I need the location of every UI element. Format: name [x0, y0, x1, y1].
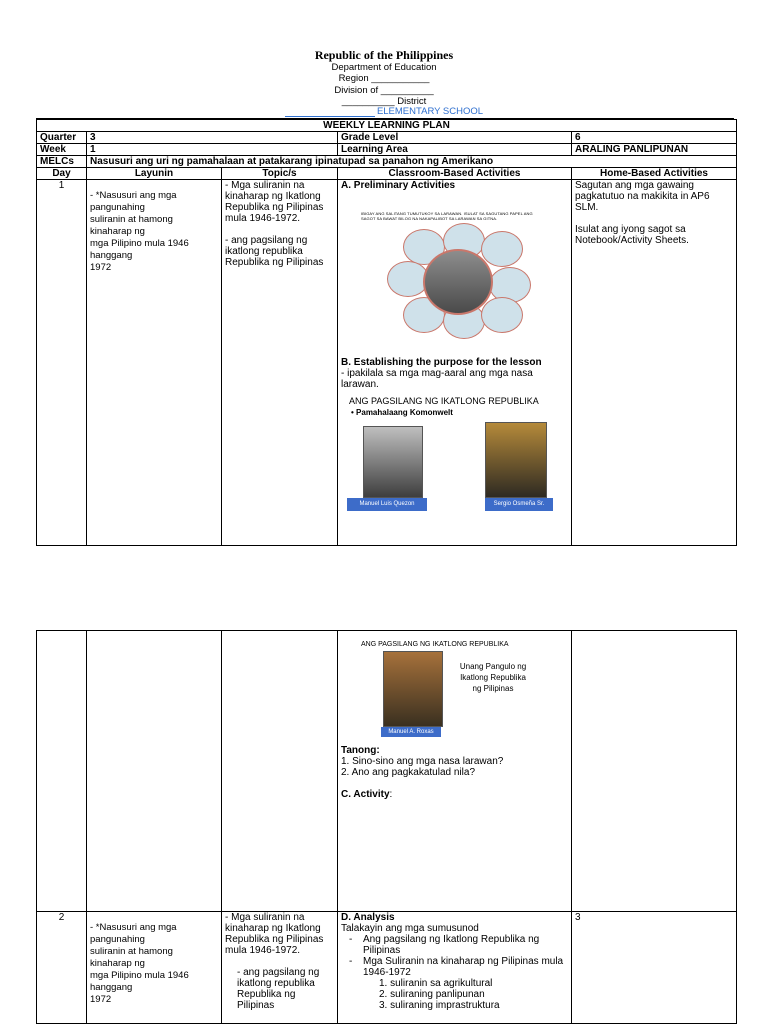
cont-topics: [222, 631, 338, 912]
question-1: 1. Sino-sino ang mga nasa larawan?: [341, 756, 504, 767]
area-value: ARALING PANLIPUNAN: [572, 144, 737, 156]
analysis-subitem: 3. suliraning imprastruktura: [379, 1000, 500, 1011]
weekly-plan-table-continued: [36, 630, 737, 1024]
layunin-line: mga Pilipino mula 1946: [90, 970, 189, 981]
analysis-sublist: [341, 978, 568, 1011]
roxas-portrait: [383, 651, 443, 727]
purpose-title: B. Establishing the purpose for the lesson: [341, 357, 542, 368]
activity-title: C. Activity: [341, 789, 390, 800]
layunin-line: kinaharap ng: [90, 226, 145, 237]
week-value: 1: [87, 144, 338, 156]
roxas-nameplate: Manuel A. Roxas: [381, 727, 441, 737]
slide3-title: ANG PAGSILANG NG IKATLONG REPUBLIKA: [361, 641, 509, 648]
analysis-subitem: 2. suliraning panlipunan: [379, 989, 485, 1000]
col-classroom: Classroom-Based Activities: [338, 168, 572, 180]
cont-layunin: [87, 631, 222, 912]
slide-ikatlong-republika: [341, 396, 568, 514]
col-topics: Topic/s: [222, 168, 338, 180]
quezon-portrait: [363, 426, 423, 498]
plan-title: WEEKLY LEARNING PLAN: [37, 120, 737, 132]
melcs-value: Nasusuri ang uri ng pamahalaan at patakarang ipinatupad sa panahon ng Amerikano: [87, 156, 737, 168]
slide-preliminary: [341, 191, 568, 341]
melcs-label: MELCs: [37, 156, 87, 168]
cont-day: [37, 631, 87, 912]
cont-home: [572, 631, 737, 912]
layunin-line: suliranin at hamong: [90, 946, 173, 957]
slide-roxas: [341, 639, 568, 745]
day1-topics: [222, 180, 338, 546]
day1-classroom: [338, 180, 572, 546]
layunin-line: hanggang: [90, 982, 133, 993]
roxas-caption: Unang Pangulo ng Ikatlong Republika ng Pilipinas: [459, 662, 527, 693]
school-name: ELEMENTARY SCHOOL: [376, 106, 484, 117]
day2-layunin: [87, 912, 222, 1024]
bullet-text: Pamahalaang Komonwelt: [356, 408, 453, 417]
topic-1: - Mga suliranin na kinaharap ng Ikatlong Republika ng Pilipinas mula 1946-1972.: [225, 912, 324, 956]
day2-topics: [222, 912, 338, 1024]
grade-value: 6: [572, 132, 737, 144]
layunin-line: suliranin at hamong: [90, 214, 173, 225]
region-line: Region ___________: [338, 73, 430, 84]
day1-home: [572, 180, 737, 546]
grade-label: Grade Level: [338, 132, 572, 144]
department-line: Department of Education: [331, 62, 437, 73]
osmena-portrait: [485, 422, 547, 498]
layunin-line: mga Pilipino mula 1946: [90, 238, 189, 249]
col-day: Day: [37, 168, 87, 180]
layunin-line: kinaharap ng: [90, 958, 145, 969]
analysis-title: D. Analysis: [341, 912, 395, 923]
tanong-label: Tanong:: [341, 745, 380, 756]
day1-number: 1: [37, 180, 87, 546]
quarter-value: 3: [87, 132, 338, 144]
osmena-nameplate: Sergio Osmeña Sr.: [485, 498, 553, 511]
home-text-2: Isulat ang iyong sagot sa Notebook/Activity Sheets.: [575, 224, 689, 246]
petal: [481, 231, 523, 267]
cont-classroom: [338, 631, 572, 912]
col-home: Home-Based Activities: [572, 168, 737, 180]
layunin-line: 1972: [90, 262, 112, 273]
day2-classroom: [338, 912, 572, 1024]
flower-diagram: [385, 227, 525, 337]
quarter-label: Quarter: [37, 132, 87, 144]
district-line: __________ District: [341, 96, 427, 107]
quezon-nameplate: Manuel Luis Quezon: [347, 498, 427, 511]
center-photo: [423, 249, 493, 315]
analysis-item: - Mga Suliranin na kinaharap ng Pilipinas mula 1946-1972: [363, 956, 568, 978]
layunin-line: - *Nasusuri ang mga: [90, 190, 177, 201]
division-line: Division of __________: [334, 85, 434, 96]
republic-heading: Republic of the Philippines: [314, 48, 454, 62]
question-2: 2. Ano ang pagkakatulad nila?: [341, 767, 475, 778]
area-label: Learning Area: [338, 144, 572, 156]
activity-colon: :: [389, 789, 393, 800]
activity-heading: [341, 789, 568, 800]
analysis-list: [341, 934, 568, 978]
day2-number: 2: [37, 912, 87, 1024]
col-layunin: Layunin: [87, 168, 222, 180]
weekly-plan-table: [36, 119, 737, 546]
home-text-1: Sagutan ang mga gawaing pagkatutuo na makikita in AP6 SLM.: [575, 180, 710, 213]
purpose-text: - ipakilala sa mga mag-aaral ang mga nasa larawan.: [341, 368, 533, 390]
layunin-line: pangunahing: [90, 934, 145, 945]
day1-layunin: [87, 180, 222, 546]
week-label: Week: [37, 144, 87, 156]
analysis-subitem: 1. suliranin sa agrikultural: [379, 978, 493, 989]
day2-home: 3: [572, 912, 737, 1024]
analysis-item: - Ang pagsilang ng Ikatlong Republika ng Pilipinas: [363, 934, 568, 956]
petal: [481, 297, 523, 333]
slide-instructions: IBIGAY ANG SALITANG TUMUTUKOY SA LARAWAN. ISULAT SA SAGUTANG PAPEL ANG SAGOT SA BAWAT BILOG NA NAKAPALIBOT SA LARAWAN SA GITNA.: [361, 211, 533, 221]
layunin-line: pangunahing: [90, 202, 145, 213]
layunin-line: - *Nasusuri ang mga: [90, 922, 177, 933]
preliminary-title: A. Preliminary Activities: [341, 180, 456, 191]
slide-bullet: • Pamahalaang Komonwelt: [351, 408, 453, 417]
topic-2: - ang pagsilang ng ikatlong republika Republika ng Pilipinas: [225, 235, 324, 268]
layunin-line: 1972: [90, 994, 112, 1005]
layunin-line: hanggang: [90, 250, 133, 261]
topic-1: - Mga suliranin na kinaharap ng Ikatlong Republika ng Pilipinas mula 1946-1972.: [225, 180, 324, 224]
school-line: [0, 106, 768, 117]
analysis-intro: Talakayin ang mga sumusunod: [341, 923, 479, 934]
topic-2: - ang pagsilang ng ikatlong republika Republika ng Pilipinas: [237, 967, 320, 1011]
slide-title: ANG PAGSILANG NG IKATLONG REPUBLIKA: [349, 396, 539, 406]
